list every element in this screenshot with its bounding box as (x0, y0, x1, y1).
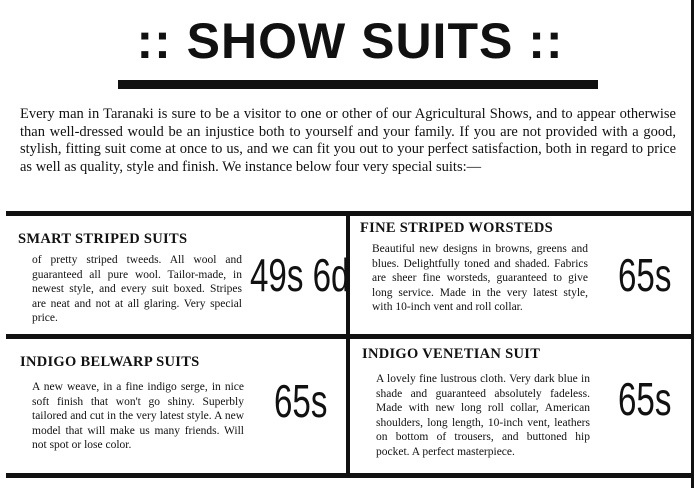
suit-price: 65s (618, 249, 672, 301)
suit-description: of pretty striped tweeds. All wool and guaranteed all pure wool. Tailor-made, in newest style, and every suit boxed. Stripes are neat and not at all glaring. Very special price. (32, 254, 242, 324)
suit-price: 65s (618, 373, 672, 425)
suit-title: INDIGO VENETIAN SUIT (362, 346, 541, 362)
suit-price: 49s 6d (250, 249, 350, 301)
suit-description: Beautiful new designs in browns, greens and blues. Delightfully toned and shaded. Fabrics are sheer fine worsteds, guaranteed to give long service. Made in the very latest style, with 10-inch vent and roll collar. (372, 243, 588, 313)
suit-price: 65s (274, 375, 328, 427)
advert-headline: :: SHOW SUITS :: (136, 13, 564, 69)
suit-title: SMART STRIPED SUITS (18, 231, 188, 247)
grid-bottom-rule (6, 473, 694, 478)
intro-paragraph: Every man in Taranaki is sure to be a visitor to one or other of our Agricultural Shows, and to appear otherwise than well-dressed would be an injustice both to yourself and your family. If you are not provided with a good, stylish, fitting suit come at once to us, and we can fit you out to your perfect satisfaction, both in regard to price as well as quality, style and finish. We instance below four very special suits:— (20, 106, 676, 175)
suit-description: A new weave, in a fine indigo serge, in nice soft finish that won't go shiny. Superbly tailored and cut in the very latest style. A new model that will make us many friends. Will not spot or lose color. (32, 381, 244, 451)
suit-title: FINE STRIPED WORSTEDS (360, 220, 553, 236)
suit-title: INDIGO BELWARP SUITS (20, 354, 200, 370)
headline-underline-rule (118, 80, 598, 89)
suit-description: A lovely fine lustrous cloth. Very dark blue in shade and guaranteed absolutely fadeless. Made with new long roll collar, American shoulders, long length, 10-inch vent, leathers on bottom of trousers, and buttoned hip pocket. A perfect masterpiece. (376, 373, 590, 458)
grid-middle-rule (6, 334, 694, 339)
grid-top-rule (6, 211, 694, 216)
page-right-edge-rule (691, 0, 694, 488)
